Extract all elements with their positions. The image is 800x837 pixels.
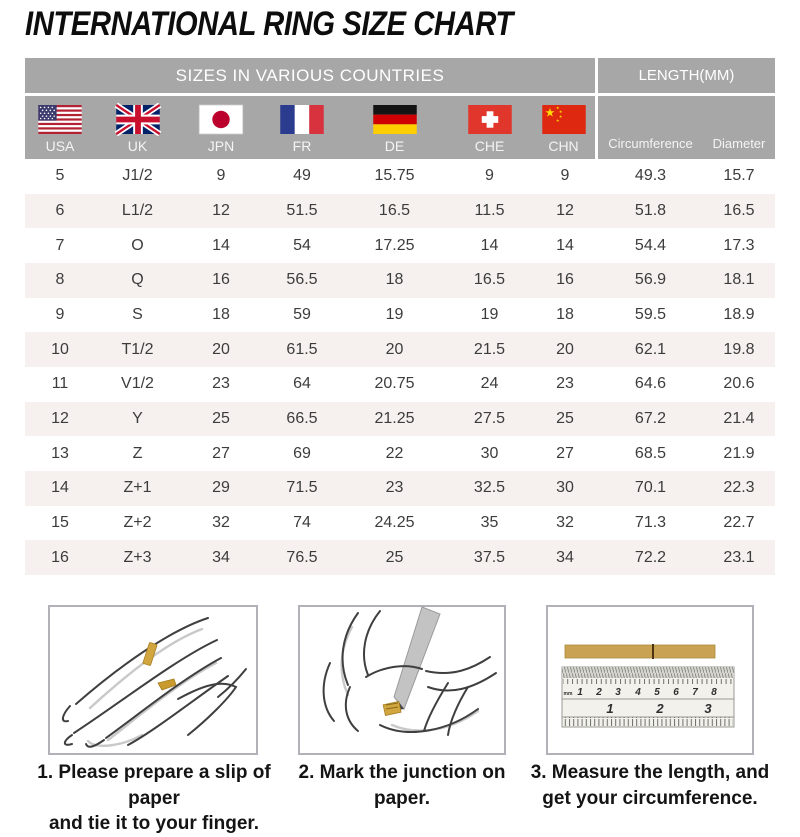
table-cell: 21.25 — [374, 409, 415, 427]
country-code-label: JPN — [207, 138, 235, 154]
table-cell: 71.5 — [286, 479, 318, 497]
column-header-jpn — [180, 96, 262, 159]
table-cell: T1/2 — [121, 340, 154, 358]
table-cell: 5 — [55, 167, 65, 185]
table-cell: 76.5 — [286, 548, 318, 566]
uk-flag-icon — [116, 105, 160, 134]
table-cell: 12 — [212, 201, 230, 219]
table-cell: 11.5 — [474, 201, 505, 219]
ruler-inch-label: 2 — [656, 701, 664, 716]
step2-caption-line1: 2. Mark the junction on paper. — [298, 762, 506, 809]
diameter-column-header: Diameter — [712, 136, 766, 151]
table-cell: 25 — [556, 409, 574, 427]
circumference-column-header: Circumference — [608, 136, 693, 151]
table-cell: 49 — [293, 167, 311, 185]
table-cell: V1/2 — [121, 375, 154, 393]
table-cell: 62.1 — [634, 340, 667, 358]
step3-caption — [530, 760, 770, 811]
table-cell: 14 — [51, 479, 69, 497]
table-row — [25, 402, 775, 437]
table-cell: 16 — [51, 548, 69, 566]
table-cell: 15.75 — [374, 167, 415, 185]
japan-flag-icon — [199, 105, 243, 134]
table-cell: 6 — [55, 201, 65, 219]
table-cell: 19 — [385, 305, 404, 323]
table-cell: 69 — [293, 444, 311, 462]
table-cell: 68.5 — [634, 444, 667, 462]
table-row — [25, 436, 775, 471]
table-row — [25, 159, 775, 194]
table-cell: 49.3 — [634, 167, 667, 185]
table-cell: 51.5 — [286, 201, 318, 219]
column-header-de — [342, 96, 447, 159]
step1-caption — [14, 760, 294, 837]
table-row — [25, 506, 775, 541]
table-cell: 17.3 — [723, 236, 755, 254]
table-cell: 64.6 — [634, 375, 667, 393]
table-cell: 10 — [51, 340, 69, 358]
table-cell: 22.3 — [723, 479, 755, 497]
ruler-cm-label: 5 — [654, 687, 660, 698]
table-cell: 27 — [212, 444, 230, 462]
table-cell: 23 — [556, 375, 574, 393]
table-cell: 32.5 — [473, 479, 506, 497]
ruler-unit-label: mm — [563, 691, 573, 697]
column-header-fr — [262, 96, 342, 159]
table-cell: 9 — [560, 167, 570, 185]
table-row — [25, 471, 775, 506]
table-cell: 29 — [212, 479, 230, 497]
table-cell: 30 — [480, 444, 499, 462]
sizes-group-header: SIZES IN VARIOUS COUNTRIES — [25, 58, 595, 93]
table-cell: Q — [131, 271, 144, 289]
table-cell: 59 — [293, 305, 311, 323]
table-cell: 11 — [51, 375, 69, 393]
country-code-label: UK — [127, 138, 148, 154]
table-cell: 15.7 — [723, 167, 755, 185]
table-cell: 37.5 — [473, 548, 506, 566]
table-cell: 59.5 — [634, 305, 667, 323]
table-cell: 34 — [556, 548, 574, 566]
table-cell: 35 — [480, 513, 499, 531]
table-cell: 72.2 — [634, 548, 667, 566]
hand-with-paper-strip-icon — [50, 607, 256, 753]
table-cell: 34 — [212, 548, 230, 566]
table-cell: 14 — [480, 236, 499, 254]
ruler-icon — [548, 607, 752, 753]
ring-size-table — [25, 58, 775, 575]
ruler-cm-label: 2 — [596, 687, 602, 698]
table-cell: 21.4 — [723, 409, 755, 427]
ruler-cm-label: 6 — [673, 687, 679, 698]
table-cell: 20 — [556, 340, 574, 358]
table-cell: Z+1 — [123, 479, 152, 497]
table-cell: 16.5 — [473, 271, 506, 289]
marking-with-pen-icon — [300, 607, 504, 753]
table-row — [25, 228, 775, 263]
step2-caption — [283, 760, 521, 811]
ruler-cm-label: 7 — [692, 687, 698, 698]
table-cell: 54 — [293, 236, 311, 254]
table-cell: 23.1 — [723, 548, 755, 566]
table-row — [25, 332, 775, 367]
column-header-uk — [95, 96, 180, 159]
table-cell: 25 — [385, 548, 404, 566]
table-cell: 9 — [216, 167, 226, 185]
column-header-usa — [25, 96, 95, 159]
table-cell: 16 — [556, 271, 574, 289]
table-column-header — [25, 96, 775, 159]
china-flag-icon — [542, 105, 586, 134]
country-code-label: DE — [384, 138, 405, 154]
table-cell: 14 — [212, 236, 230, 254]
table-cell: 18.9 — [723, 305, 755, 323]
table-cell: 7 — [55, 236, 65, 254]
column-header-che — [447, 96, 532, 159]
table-row — [25, 298, 775, 333]
table-cell: 9 — [485, 167, 494, 185]
table-cell: Y — [132, 409, 143, 427]
ruler-cm-label: 3 — [615, 687, 621, 698]
page-title: INTERNATIONAL RING SIZE CHART — [25, 5, 513, 43]
table-cell: Z+3 — [123, 548, 152, 566]
table-cell: 24 — [480, 375, 499, 393]
table-cell: 16 — [212, 271, 230, 289]
country-code-label: FR — [292, 138, 312, 154]
table-cell: 20 — [385, 340, 404, 358]
table-cell: 64 — [293, 375, 311, 393]
table-cell: 66.5 — [286, 409, 318, 427]
table-cell: 67.2 — [634, 409, 667, 427]
table-cell: 23 — [385, 479, 404, 497]
table-cell: 20.6 — [723, 375, 755, 393]
step3-caption-line1: 3. Measure the length, and — [530, 762, 770, 783]
table-cell: 12 — [51, 409, 69, 427]
ruler-inch-label: 1 — [606, 701, 614, 716]
table-cell: 20.75 — [374, 375, 415, 393]
table-cell: 17.25 — [374, 236, 415, 254]
table-cell: S — [132, 305, 143, 323]
table-cell: 18.1 — [723, 271, 755, 289]
table-cell: 8 — [55, 271, 65, 289]
table-cell: 13 — [51, 444, 69, 462]
ruler-cm-label: 1 — [577, 687, 583, 698]
table-cell: 56.9 — [634, 271, 667, 289]
usa-flag-icon — [38, 105, 82, 134]
ruler-cm-label: 8 — [711, 687, 717, 698]
germany-flag-icon — [373, 105, 417, 134]
table-cell: 18 — [385, 271, 404, 289]
table-cell: 14 — [556, 236, 574, 254]
table-cell: 22 — [385, 444, 404, 462]
column-header-chn — [532, 96, 595, 159]
country-code-label: CHN — [548, 138, 579, 154]
table-cell: 27 — [556, 444, 574, 462]
table-cell: 9 — [55, 305, 65, 323]
table-cell: 56.5 — [286, 271, 318, 289]
table-cell: 25 — [212, 409, 230, 427]
table-cell: 15 — [51, 513, 69, 531]
table-group-header — [25, 58, 775, 93]
table-row — [25, 540, 775, 575]
france-flag-icon — [280, 105, 324, 134]
step1-caption-line2: and tie it to your finger. — [48, 813, 260, 835]
step1-illustration — [48, 605, 258, 755]
table-cell: Z — [132, 444, 143, 462]
table-cell: 54.4 — [634, 236, 667, 254]
table-row — [25, 367, 775, 402]
table-cell: 32 — [556, 513, 574, 531]
length-group-header: LENGTH(MM) — [598, 58, 775, 93]
table-cell: 27.5 — [473, 409, 506, 427]
table-cell: J1/2 — [122, 167, 153, 185]
table-row — [25, 194, 775, 229]
table-body — [25, 159, 775, 575]
table-cell: 51.8 — [634, 201, 667, 219]
table-cell: 18 — [212, 305, 230, 323]
table-cell: 32 — [212, 513, 230, 531]
table-cell: 61.5 — [286, 340, 318, 358]
step1-caption-line1: 1. Please prepare a slip of paper — [37, 762, 271, 809]
table-cell: 70.1 — [634, 479, 667, 497]
table-cell: 21.9 — [723, 444, 755, 462]
ruler-cm-label: 4 — [635, 687, 641, 698]
step3-illustration — [546, 605, 754, 755]
table-cell: 19 — [480, 305, 499, 323]
switzerland-flag-icon — [468, 105, 512, 134]
step2-illustration — [298, 605, 506, 755]
table-cell: L1/2 — [121, 201, 154, 219]
paper-strip — [565, 645, 715, 658]
table-cell: 19.8 — [723, 340, 755, 358]
table-cell: 24.25 — [374, 513, 415, 531]
table-cell: 18 — [556, 305, 574, 323]
table-cell: 21.5 — [473, 340, 506, 358]
ruler-inch-label: 3 — [704, 701, 712, 716]
table-row — [25, 263, 775, 298]
table-cell: 22.7 — [723, 513, 755, 531]
country-code-label: CHE — [474, 138, 505, 154]
table-cell: O — [131, 236, 144, 254]
length-column-headers — [598, 96, 775, 159]
table-cell: 74 — [293, 513, 311, 531]
table-cell: 30 — [556, 479, 574, 497]
table-cell: 23 — [212, 375, 230, 393]
country-code-label: USA — [45, 138, 75, 154]
table-cell: 12 — [556, 201, 574, 219]
table-cell: Z+2 — [123, 513, 152, 531]
table-cell: 16.5 — [378, 201, 411, 219]
step3-caption-line2: get your circumference. — [542, 787, 758, 809]
table-cell: 16.5 — [723, 201, 755, 219]
country-flags-row — [25, 96, 595, 159]
table-cell: 20 — [212, 340, 230, 358]
table-cell: 71.3 — [634, 513, 667, 531]
